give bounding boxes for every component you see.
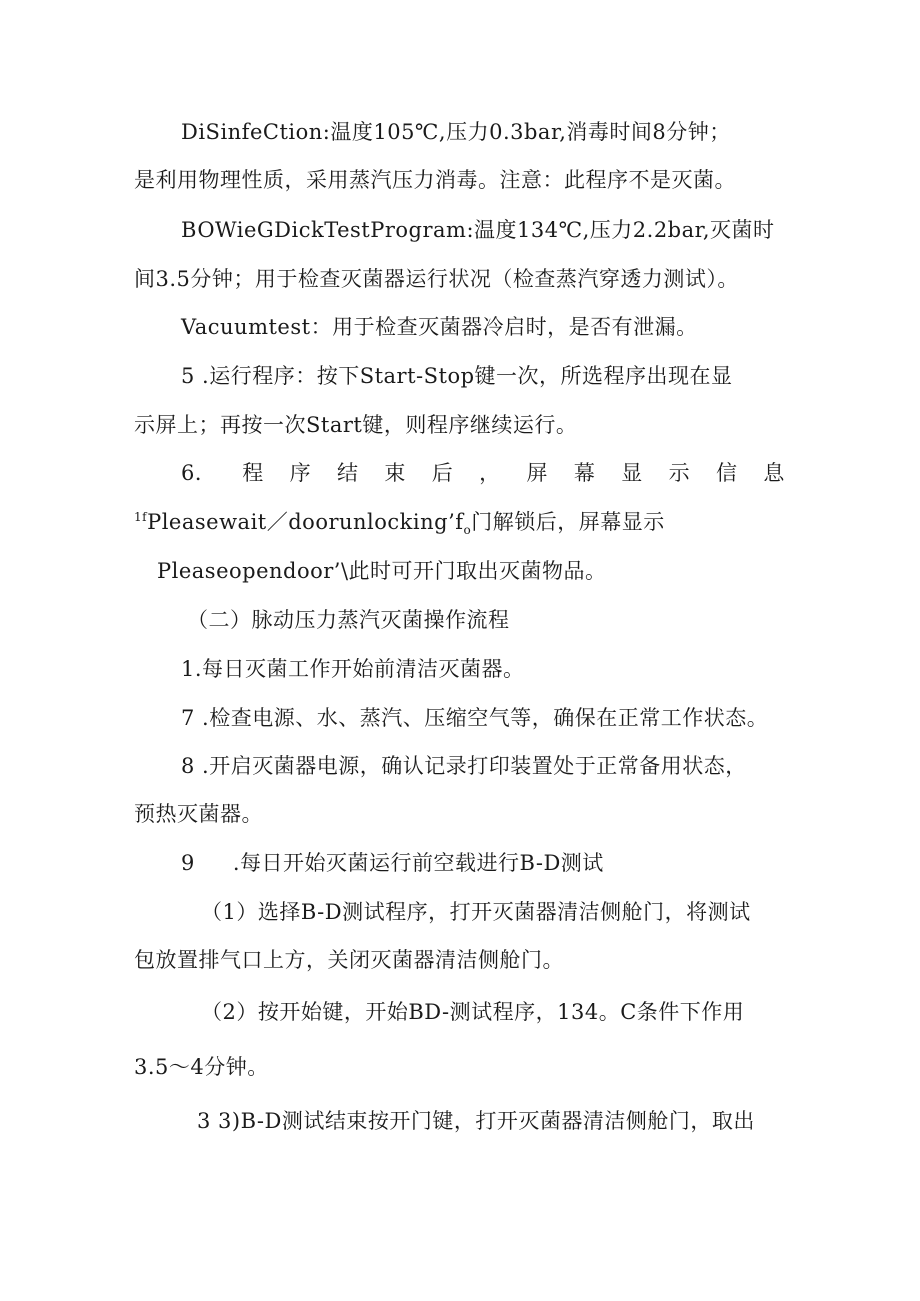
text-char: 屏 <box>526 461 548 485</box>
text-char: 信 <box>716 461 738 485</box>
inline-text: Pleasewait／doorunlocking’f <box>147 510 464 534</box>
inline-text: 门解锁后，屏幕显示 <box>471 510 665 534</box>
text-char: 束 <box>384 461 406 485</box>
text-char: 显 <box>621 461 643 485</box>
text-char: 幕 <box>573 461 596 485</box>
paragraph-line <box>134 508 665 536</box>
paragraph-line: 预热灭菌器。 <box>134 802 263 826</box>
list-number: 9 <box>181 851 195 875</box>
justified-line <box>181 459 785 487</box>
paragraph-line <box>181 849 604 877</box>
paragraph-line: 1.每日灭菌工作开始前清洁灭菌器。 <box>181 657 525 681</box>
text-char: 序 <box>289 461 312 485</box>
paragraph-line: 是利用物理性质，采用蒸汽压力消毒。注意：此程序不是灭菌。 <box>134 168 736 192</box>
paragraph-line: 3.5～4分钟。 <box>134 1055 269 1079</box>
paragraph-line: 3 3)B-D测试结束按开门键，打开灭菌器清洁侧舱门，取出 <box>197 1109 755 1133</box>
paragraph-line: 7 .检查电源、水、蒸汽、压缩空气等，确保在正常工作状态。 <box>181 706 769 730</box>
inline-text: .每日开始灭菌运行前空载进行B-D测试 <box>232 851 604 875</box>
paragraph-line: 包放置排气口上方，关闭灭菌器清洁侧舱门。 <box>134 948 564 972</box>
paragraph-line: DiSinfeCtion:温度105℃,压力0.3bar,消毒时间8分钟； <box>181 120 731 144</box>
text-char: 息 <box>763 461 785 485</box>
text-char: 后 <box>431 461 454 485</box>
paragraph-line: 间3.5分钟；用于检查灭菌器运行状况（检查蒸汽穿透力测试）。 <box>134 267 739 291</box>
superscript-text: 1f <box>134 510 148 524</box>
paragraph-line: 示屏上；再按一次Start键，则程序继续运行。 <box>134 413 578 437</box>
text-char: 程 <box>242 461 264 485</box>
paragraph-line: Pleaseopendoor’\此时可开门取出灭菌物品。 <box>157 559 607 583</box>
subscript-text: o <box>463 523 472 538</box>
paragraph-line: （2）按开始键，开始BD-测试程序，134。C条件下作用 <box>201 1000 745 1024</box>
paragraph-line: 5 .运行程序：按下Start-Stop键一次，所选程序出现在显 <box>181 364 733 388</box>
section-heading: （二）脉动压力蒸汽灭菌操作流程 <box>187 608 510 632</box>
paragraph-line: 8 .开启灭菌器电源，确认记录打印装置处于正常备用状态， <box>181 754 747 778</box>
text-char: 结 <box>337 461 359 485</box>
paragraph-line: BOWieGDickTestProgram:温度134℃,压力2.2bar,灭菌时 <box>181 218 775 242</box>
text-char: 6． <box>181 461 217 485</box>
text-char: 示 <box>668 461 691 485</box>
text-char: ， <box>479 461 501 485</box>
paragraph-line: （1）选择B-D测试程序，打开灭菌器清洁侧舱门，将测试 <box>201 900 751 924</box>
paragraph-line: Vacuumtest：用于检查灭菌器冷启时，是否有泄漏。 <box>181 315 698 339</box>
